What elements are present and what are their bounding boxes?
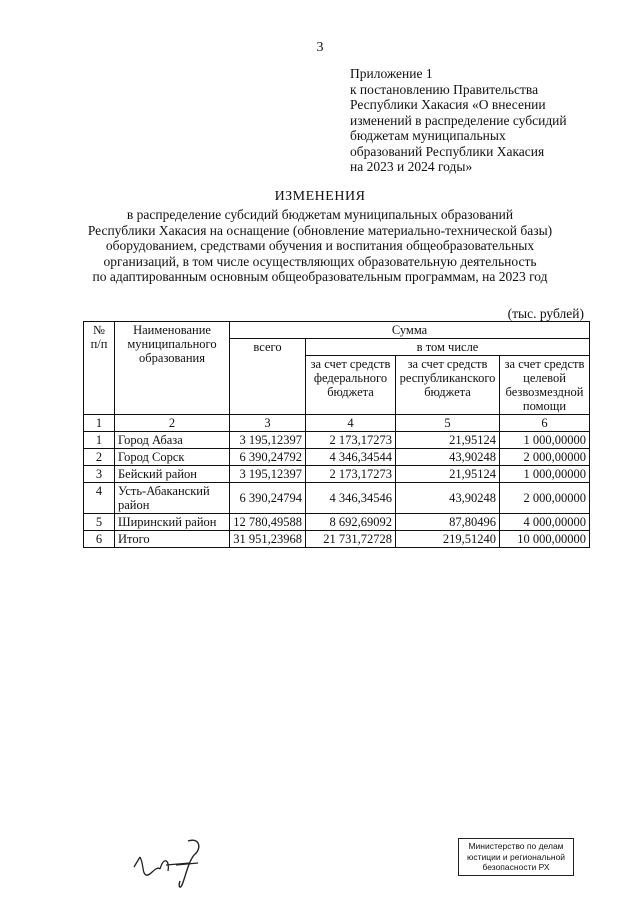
- header-including: в том числе: [306, 339, 590, 356]
- municipality-name: Бейский район: [115, 466, 230, 483]
- stamp-line: безопасности РХ: [482, 862, 550, 872]
- appendix-header: [350, 66, 567, 175]
- stamp-line: Министерство по делам: [468, 841, 564, 851]
- row-number: 2: [84, 449, 115, 466]
- document-title: ИЗМЕНЕНИЯ: [274, 189, 366, 204]
- municipality-name: Ширинский район: [115, 514, 230, 531]
- republic-value: 43,90248: [396, 483, 500, 514]
- donation-value: 1 000,00000: [500, 432, 590, 449]
- municipality-name: Итого: [115, 531, 230, 548]
- donation-value: 2 000,00000: [500, 483, 590, 514]
- header-sum: Сумма: [230, 322, 590, 339]
- subtitle-line: в распределение субсидий бюджетам муниципальных образований: [126, 207, 514, 222]
- republic-value: 87,80496: [396, 514, 500, 531]
- total-value: 12 780,49588: [230, 514, 306, 531]
- row-number: 6: [84, 531, 115, 548]
- header-republic: за счет средств республиканского бюджета: [396, 356, 500, 415]
- federal-value: 4 346,34544: [306, 449, 396, 466]
- row-number: 3: [84, 466, 115, 483]
- table-row: [84, 514, 590, 531]
- stamp-line: юстиции и региональной: [466, 851, 566, 862]
- column-numbers-row: [84, 415, 590, 432]
- total-value: 6 390,24794: [230, 483, 306, 514]
- table-row: [84, 466, 590, 483]
- header-federal: за счет средств федерального бюджета: [306, 356, 396, 415]
- header-donation: за счет средств целевой безвозмездной помощи: [500, 356, 590, 415]
- republic-value: 21,95124: [396, 432, 500, 449]
- table-row: [84, 483, 590, 514]
- donation-value: 2 000,00000: [500, 449, 590, 466]
- appendix-line: Приложение 1: [350, 66, 433, 81]
- municipality-name: Город Сорск: [115, 449, 230, 466]
- table-row: [84, 449, 590, 466]
- appendix-line: к постановлению Правительства: [350, 81, 539, 97]
- document-subtitle: [60, 207, 580, 285]
- row-number: 4: [84, 483, 115, 514]
- donation-value: 10 000,00000: [500, 531, 590, 548]
- page-number: 3: [316, 40, 324, 55]
- header-total: всего: [230, 339, 306, 415]
- total-value: 3 195,12397: [230, 466, 306, 483]
- subtitle-line: оборудованием, средствами обучения и воспитания общеобразовательных: [105, 238, 535, 253]
- republic-value: 219,51240: [396, 531, 500, 548]
- column-number: 6: [500, 415, 590, 432]
- total-value: 6 390,24792: [230, 449, 306, 466]
- table-row: [84, 432, 590, 449]
- republic-value: 21,95124: [396, 466, 500, 483]
- header-name: Наименование муниципального образования: [115, 322, 230, 415]
- handwritten-signature: [130, 835, 220, 890]
- federal-value: 2 173,17273: [306, 432, 396, 449]
- donation-value: 1 000,00000: [500, 466, 590, 483]
- row-number: 5: [84, 514, 115, 531]
- subsidy-table: [83, 321, 590, 548]
- column-number: 1: [84, 415, 115, 432]
- municipality-name: Усть-Абаканский район: [115, 483, 230, 514]
- federal-value: 21 731,72728: [306, 531, 396, 548]
- appendix-line: бюджетам муниципальных: [350, 128, 506, 143]
- federal-value: 2 173,17273: [306, 466, 396, 483]
- municipality-name: Город Абаза: [115, 432, 230, 449]
- subtitle-line: организаций, в том числе осуществляющих образовательную деятельность: [103, 253, 537, 269]
- appendix-line: Республики Хакасия «О внесении: [350, 97, 546, 112]
- subtitle-line: Республики Хакасия на оснащение (обновление материально-технической базы): [87, 222, 553, 238]
- federal-value: 4 346,34546: [306, 483, 396, 514]
- republic-value: 43,90248: [396, 449, 500, 466]
- table-row-total: [84, 531, 590, 548]
- appendix-line: образований Республики Хакасия: [350, 143, 545, 159]
- units-note: (тыс. рублей): [507, 306, 584, 321]
- appendix-line: на 2023 и 2024 годы»: [350, 159, 473, 174]
- appendix-line: изменений в распределение субсидий: [350, 112, 567, 128]
- row-number: 1: [84, 432, 115, 449]
- column-number: 2: [115, 415, 230, 432]
- header-num: № п/п: [84, 322, 115, 415]
- column-number: 4: [306, 415, 396, 432]
- total-value: 3 195,12397: [230, 432, 306, 449]
- total-value: 31 951,23968: [230, 531, 306, 548]
- column-number: 3: [230, 415, 306, 432]
- column-number: 5: [396, 415, 500, 432]
- ministry-stamp: [458, 838, 574, 876]
- donation-value: 4 000,00000: [500, 514, 590, 531]
- subtitle-line: по адаптированным основным общеобразовательным программам, на 2023 год: [92, 269, 548, 284]
- federal-value: 8 692,69092: [306, 514, 396, 531]
